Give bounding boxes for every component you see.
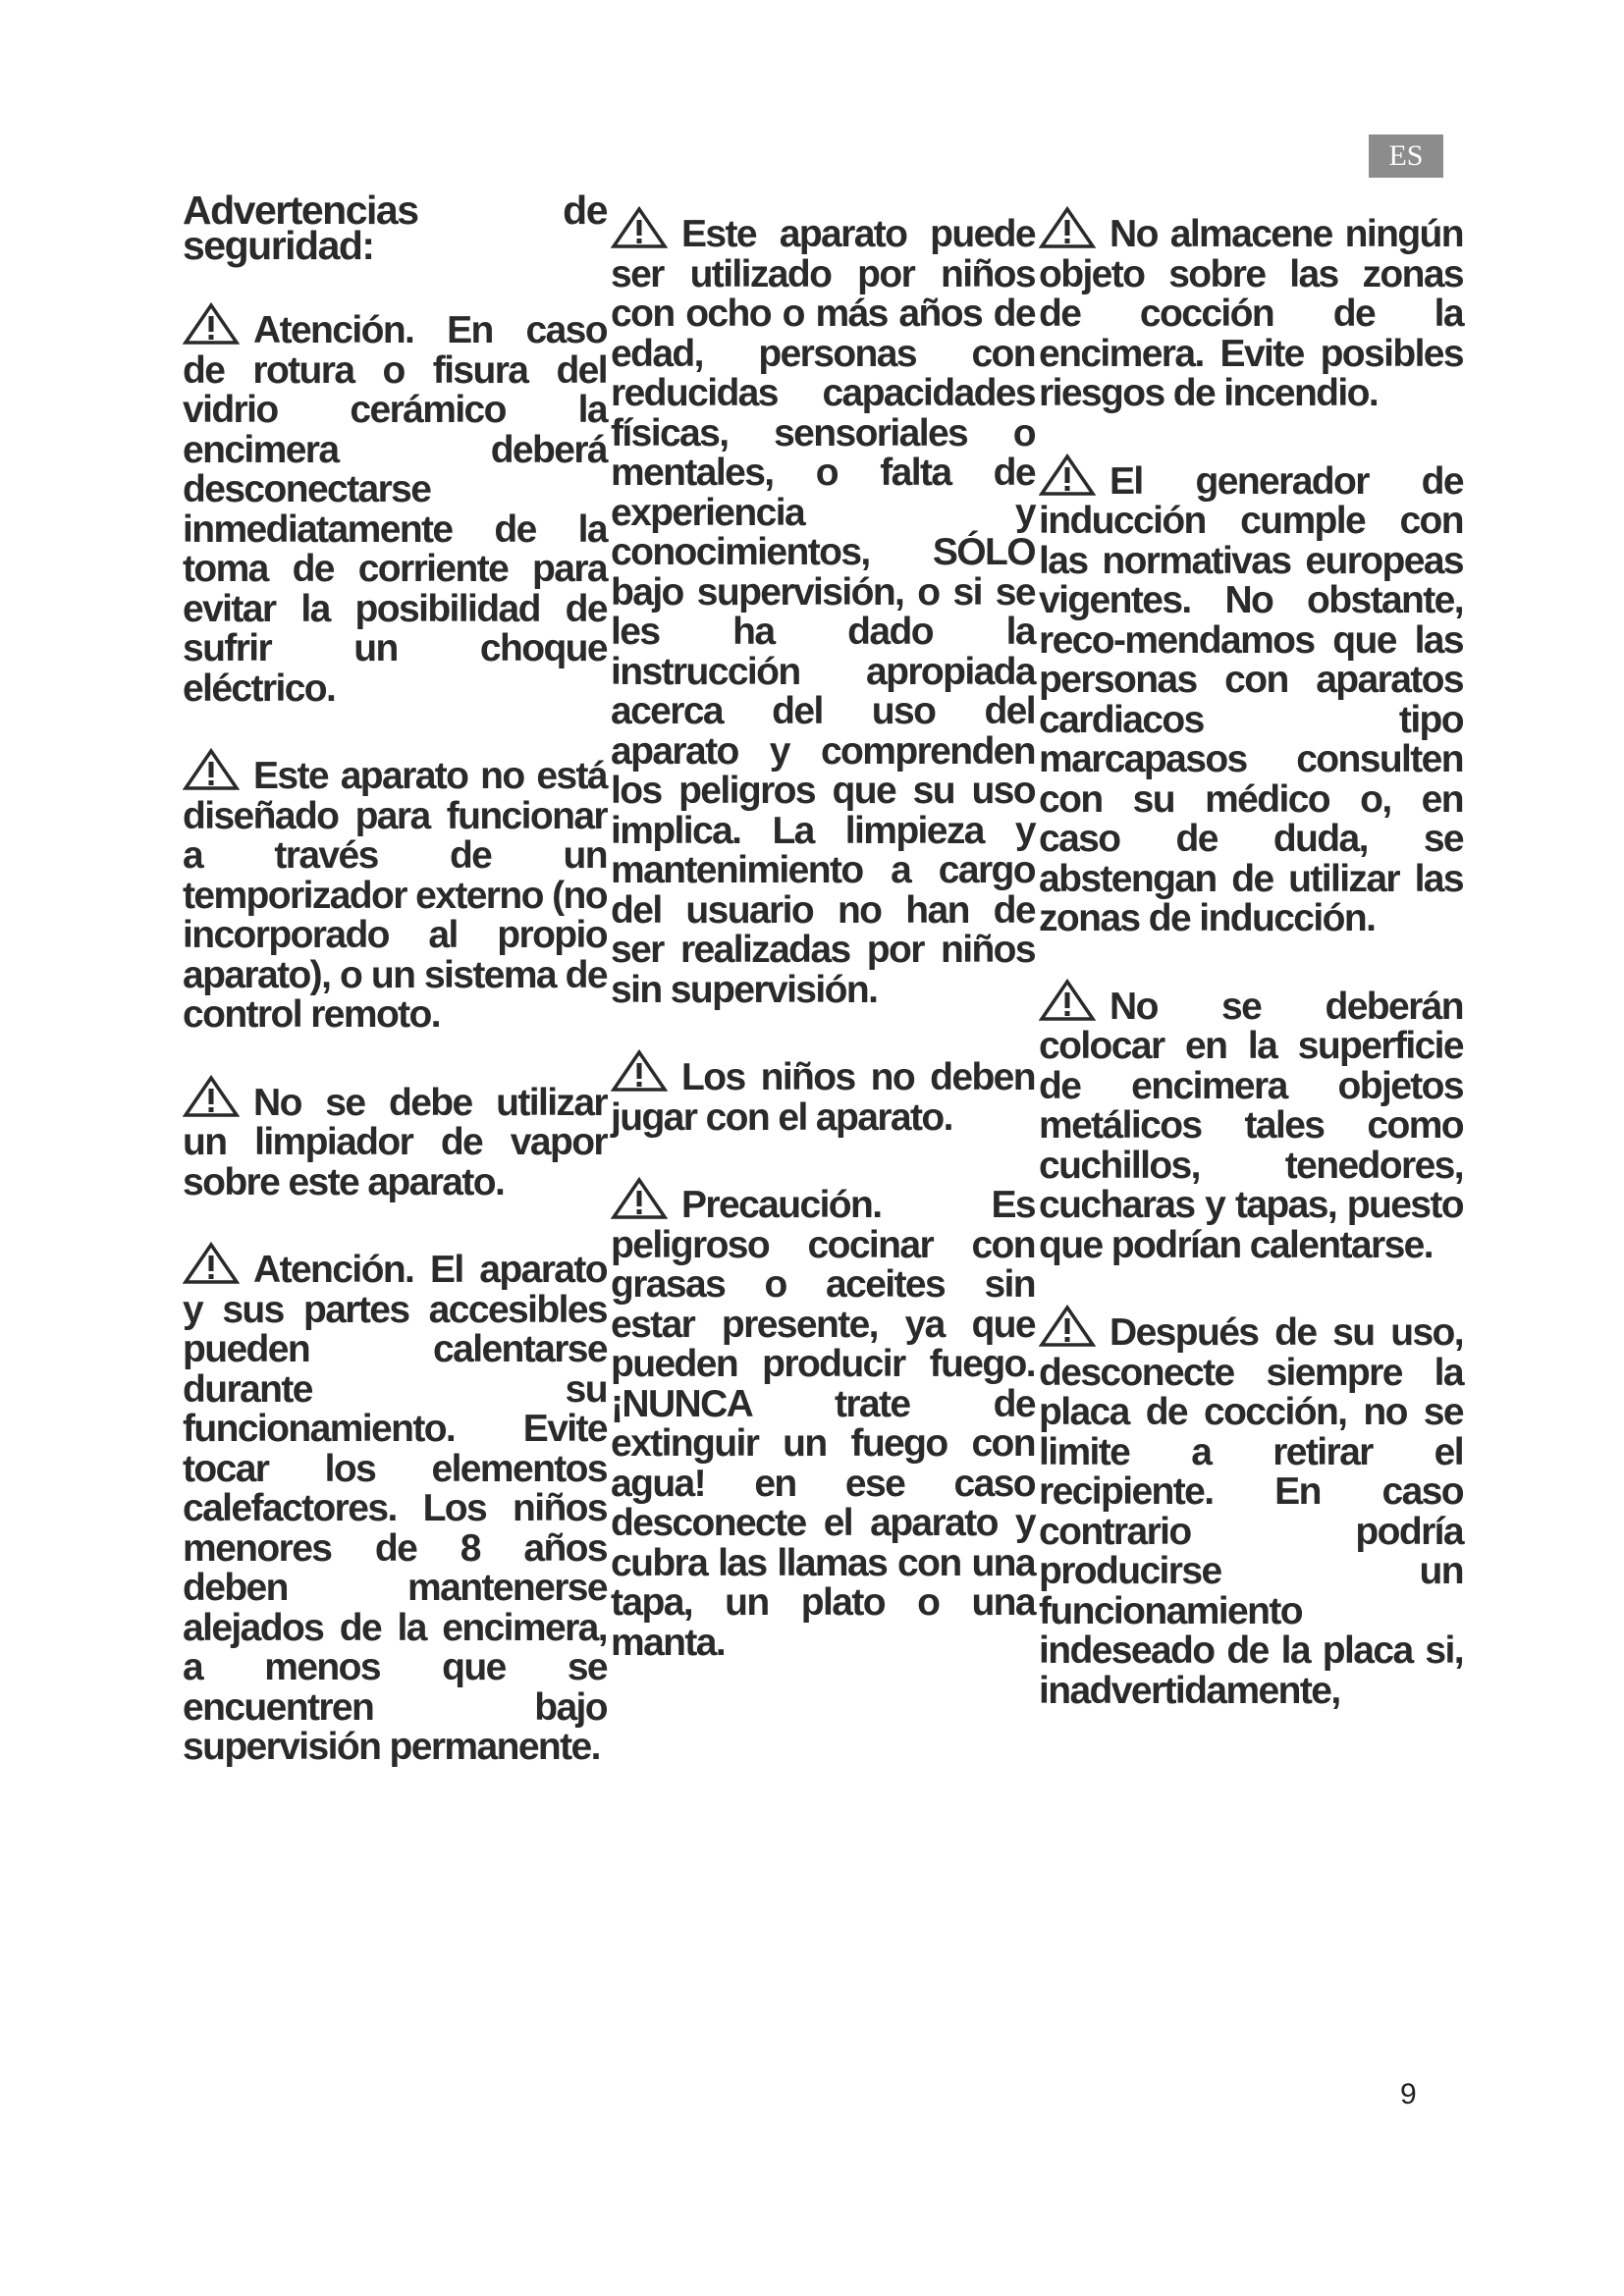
warning-icon [611, 1049, 668, 1093]
warning-icon [1039, 454, 1096, 497]
warning-paragraph [1039, 1305, 1463, 1711]
warning-paragraph [183, 1075, 607, 1203]
paragraph-text: No se debe utilizar un limpiador de vapor sobre este aparato. [183, 1081, 607, 1203]
paragraph-text: Este aparato puede ser utilizado por niños con ocho o más años de edad, personas con reducidas capacidades físicas, sensoriales o mentales, o falta de experiencia y conocimientos, SÓLO bajo supervisión, o si se les ha dado la instrucción apropiada acerca del uso del aparato y comprenden los peligros que su uso implica. La limpieza y mantenimiento a cargo del usuario no han de ser realizadas por niños sin supervisión. [611, 213, 1035, 1011]
warning-icon [183, 302, 240, 346]
paragraph-text: Atención. El aparato y sus partes accesibles pueden calentarse durante su funcionamiento. Evite tocar los elementos calefactores. Los niños menores de 8 años deben mantenerse alejados de la encimera, a menos que se encuentren bajo supervisión permanente. [183, 1249, 607, 1768]
warning-paragraph [1039, 454, 1463, 939]
warning-paragraph [1039, 979, 1463, 1266]
column-1 [183, 187, 607, 1807]
paragraph-text: Atención. En caso de rotura o fisura del vidrio cerámico la encimera deberá desconectarse inmediatamente de la toma de corriente para evitar la posibilidad de sufrir un choque eléctrico. [183, 309, 607, 710]
warning-icon [1039, 1305, 1096, 1348]
column-3 [1039, 206, 1463, 1750]
warning-icon [1039, 206, 1096, 249]
paragraph-text: No almacene ningún objeto sobre las zonas de cocción de la encimera. Evite posibles riesgos de incendio. [1039, 213, 1463, 414]
warning-paragraph [611, 1049, 1035, 1138]
warning-icon [183, 1075, 240, 1118]
section-heading: Advertencias de seguridad: [183, 187, 607, 268]
warning-paragraph [1039, 206, 1463, 414]
warning-paragraph [183, 1242, 607, 1768]
warning-icon [183, 748, 240, 791]
language-badge: ES [1369, 134, 1443, 178]
paragraph-text: Después de su uso, desconecte siempre la placa de cocción, no se limite a retirar el recipiente. En caso contrario podría producirse un funcionamiento indeseado de la placa si, inadvertidamente, [1039, 1311, 1463, 1712]
warning-icon [611, 1177, 668, 1220]
page-number: 9 [1400, 2078, 1417, 2110]
paragraph-text: El generador de inducción cumple con las normativas europeas vigentes. No obstante, reco-mendamos que las personas con aparatos cardiacos tipo marcapasos consulten con su médico o, en caso de duda, se abstengan de utilizar las zonas de inducción. [1039, 459, 1463, 939]
column-2 [611, 206, 1035, 1702]
warning-icon [611, 206, 668, 249]
warning-paragraph [611, 1177, 1035, 1663]
warning-icon [183, 1242, 240, 1285]
paragraph-text: Precaución. Es peligroso cocinar con grasas o aceites sin estar presente, ya que pueden producir fuego. ¡NUNCA trate de extinguir un fuego con agua! en ese caso desconecte el aparato y cubra las llamas con una tapa, un plato o una manta. [611, 1184, 1035, 1664]
warning-paragraph [183, 302, 607, 709]
paragraph-text: Los niños no deben jugar con el aparato. [611, 1056, 1035, 1139]
warning-paragraph [611, 206, 1035, 1010]
warning-icon [1039, 979, 1096, 1022]
warning-paragraph [183, 748, 607, 1036]
paragraph-text: Este aparato no está diseñado para funcionar a través de un temporizador externo (no incorporado al propio aparato), o un sistema de control remoto. [183, 755, 607, 1036]
paragraph-text: No se deberán colocar en la superficie de encimera objetos metálicos tales como cuchillos, tenedores, cucharas y tapas, puesto que podrían calentarse. [1039, 985, 1463, 1266]
